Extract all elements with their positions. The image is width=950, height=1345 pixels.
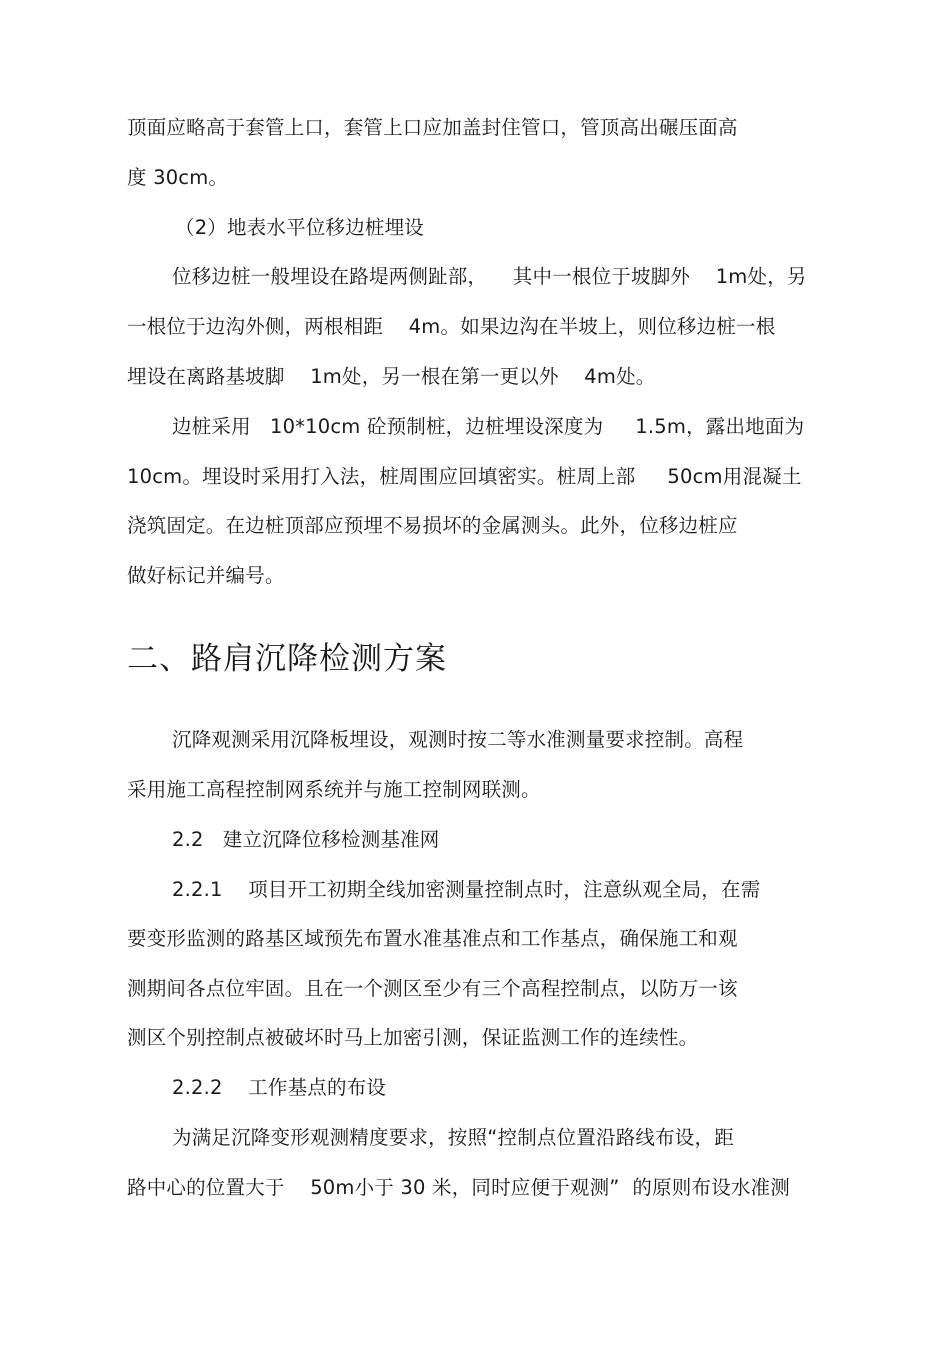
paragraph-line: 路中心的位置大于 50m小于 30 米，同时应便于观测” 的原则布设水准测: [127, 1176, 791, 1199]
subsection-heading: 2.2 建立沉降位移检测基准网: [172, 828, 440, 851]
paragraph-line: 为满足沉降变形观测精度要求，按照“控制点位置沿路线布设，距: [172, 1126, 734, 1149]
paragraph-line: 2.2.1 项目开工初期全线加密测量控制点时，注意纵观全局，在需: [172, 878, 761, 901]
paragraph-line: 采用施工高程控制网系统并与施工控制网联测。: [127, 778, 541, 801]
paragraph-line: 做好标记并编号。: [127, 564, 285, 587]
paragraph-line: 埋设在离路基坡脚 1m处，另一根在第一更以外 4m处。: [127, 365, 656, 388]
subsection-heading: 2.2.2 工作基点的布设: [172, 1076, 387, 1099]
paragraph-line: 沉降观测采用沉降板埋设，观测时按二等水准测量要求控制。高程: [172, 728, 744, 751]
paragraph-line: 一根位于边沟外侧，两根相距 4m。如果边沟在半坡上，则位移边桩一根: [127, 315, 776, 338]
paragraph-line: 要变形监测的路基区域预先布置水准基准点和工作基点，确保施工和观: [127, 927, 738, 950]
section-heading: 二、路肩沉降检测方案: [127, 641, 447, 677]
paragraph-line: 测期间各点位牢固。且在一个测区至少有三个高程控制点，以防万一该: [127, 977, 738, 1000]
paragraph-line: 位移边桩一般埋设在路堤两侧趾部， 其中一根位于坡脚外 1m处，另: [172, 265, 807, 288]
subsection-heading: （2）地表水平位移边桩埋设: [175, 216, 425, 239]
paragraph-line: 浇筑固定。在边桩顶部应预埋不易损坏的金属测头。此外，位移边桩应: [127, 514, 738, 537]
paragraph-line: 顶面应略高于套管上口，套管上口应加盖封住管口，管顶高出碾压面高: [127, 116, 738, 139]
paragraph-line: 测区个别控制点被破坏时马上加密引测，保证监测工作的连续性。: [127, 1026, 699, 1049]
paragraph-line: 度 30cm。: [127, 166, 229, 189]
paragraph-line: 边桩采用 10*10cm 砼预制桩，边桩埋设深度为 1.5m，露出地面为: [172, 415, 805, 438]
paragraph-line: 10cm。埋设时采用打入法，桩周围应回填密实。桩周上部 50cm用混凝土: [127, 465, 802, 488]
